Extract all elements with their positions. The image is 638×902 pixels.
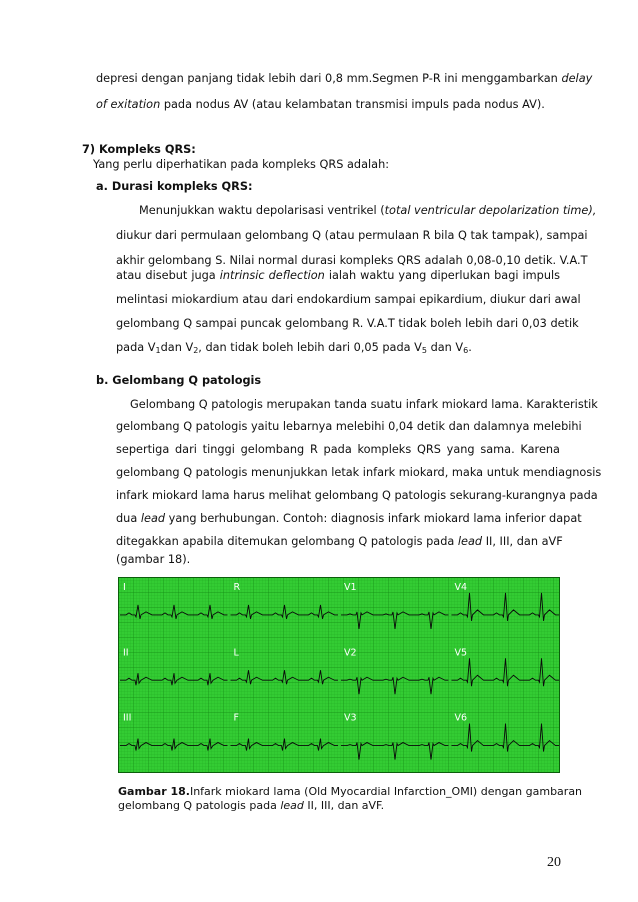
ecg-lead-label: V6 xyxy=(454,712,468,724)
intro-italic: delay xyxy=(561,72,593,85)
sub-b-line-1: Gelombang Q patologis merupakan tanda suatu infark miokard lama. Karakteristik xyxy=(130,398,598,411)
figure-caption-line-1 xyxy=(118,785,583,799)
intro-line-1 xyxy=(96,72,593,86)
paragraph-text: dan V xyxy=(427,341,464,354)
paragraph-text: dua xyxy=(116,512,141,525)
paragraph-italic: lead xyxy=(457,535,483,548)
ecg-lead-label: V4 xyxy=(454,582,468,593)
ecg-lead-label: V5 xyxy=(454,647,468,659)
sub-a-line-3: akhir gelombang S. Nilai normal durasi kompleks QRS adalah 0,08-0,10 detik. V.A.T xyxy=(116,254,588,267)
sub-b-line-8: (gambar 18). xyxy=(116,553,191,566)
section-lead: Yang perlu diperhatikan pada kompleks QRS adalah: xyxy=(93,158,390,171)
subscript: 6 xyxy=(463,346,469,355)
subscript: 2 xyxy=(193,346,199,355)
paragraph-text: pada V xyxy=(116,341,156,354)
paragraph-italic: intrinsic deflection xyxy=(219,269,325,282)
paragraph-text: yang berhubungan. Contoh: diagnosis infark miokard lama inferior dapat xyxy=(165,512,582,525)
paragraph-italic: total ventricular depolarization time), xyxy=(384,204,597,217)
caption-text: Infark miokard lama (Old Myocardial Infarction_OMI) dengan gambaran xyxy=(189,785,583,798)
caption-text: II, III, dan aVF. xyxy=(303,799,385,812)
paragraph-text: ialah waktu yang diperlukan bagi impuls xyxy=(324,269,561,282)
sub-b-line-4: gelombang Q patologis menunjukkan letak infark miokard, maka untuk mendiagnosis xyxy=(116,466,602,479)
sub-b-heading: b. Gelombang Q patologis xyxy=(96,374,262,387)
paragraph-text: ditegakkan apabila ditemukan gelombang Q patologis pada xyxy=(116,535,458,548)
ecg-lead-label: V1 xyxy=(344,582,357,593)
paragraph-text: dan V xyxy=(160,341,194,354)
intro-text: pada nodus AV (atau kelambatan transmisi impuls pada nodus AV). xyxy=(160,98,545,111)
caption-text: gelombang Q patologis pada xyxy=(118,799,281,812)
sub-b-line-6 xyxy=(116,512,582,526)
sub-a-line-6: gelombang Q sampai puncak gelombang R. V.A.T tidak boleh lebih dari 0,03 detik xyxy=(116,317,579,330)
sub-b-line-2: gelombang Q patologis yaitu lebarnya melebihi 0,04 detik dan dalamnya melebihi xyxy=(116,420,582,433)
sub-a-line-2: diukur dari permulaan gelombang Q (atau permulaan R bila Q tak tampak), sampai xyxy=(116,229,588,242)
caption-italic: lead xyxy=(280,799,304,812)
sub-a-line-5: melintasi miokardium atau dari endokardium sampai epikardium, diukur dari awal xyxy=(116,293,581,306)
sub-a-line-4 xyxy=(116,269,560,283)
intro-text: depresi dengan panjang tidak lebih dari 0,8 mm.Segmen P-R ini menggambarkan xyxy=(96,72,562,85)
paragraph-text: II, III, dan aVF xyxy=(482,535,563,548)
ecg-lead-label: I xyxy=(123,582,126,593)
caption-label: Gambar 18. xyxy=(118,785,190,798)
ecg-lead-label: V3 xyxy=(344,712,357,724)
figure-caption-line-2 xyxy=(118,799,384,813)
paragraph-text: Menunjukkan waktu depolarisasi ventrikel ( xyxy=(139,204,385,217)
ecg-lead-label: F xyxy=(233,712,239,724)
ecg-figure xyxy=(118,577,560,773)
paragraph-text: , dan tidak boleh lebih dari 0,05 pada V xyxy=(198,341,422,354)
intro-italic: of exitation xyxy=(96,98,161,111)
ecg-lead-label: L xyxy=(233,647,239,659)
paragraph-text: . xyxy=(468,341,472,354)
sub-b-line-3: sepertiga dari tinggi gelombang R pada kompleks QRS yang sama. Karena xyxy=(116,443,560,456)
sub-a-line-1 xyxy=(139,204,597,218)
ecg-lead-label: II xyxy=(123,647,129,659)
sub-b-line-5: infark miokard lama harus melihat gelombang Q patologis sekurang-kurangnya pada xyxy=(116,489,598,502)
subscript: 5 xyxy=(421,346,427,355)
sub-a-heading: a. Durasi kompleks QRS: xyxy=(96,180,253,193)
section-heading: 7) Kompleks QRS: xyxy=(82,143,196,156)
subscript: 1 xyxy=(155,346,161,355)
ecg-lead-label: III xyxy=(123,712,132,724)
ecg-lead-label: V2 xyxy=(344,647,357,659)
paragraph-italic: lead xyxy=(140,512,166,525)
ecg-lead-label: R xyxy=(233,582,241,593)
sub-b-line-7 xyxy=(116,535,563,549)
sub-a-line-7 xyxy=(116,341,472,355)
paragraph-text: atau disebut juga xyxy=(116,269,220,282)
intro-line-2 xyxy=(96,98,545,112)
page-number: 20 xyxy=(547,855,561,870)
